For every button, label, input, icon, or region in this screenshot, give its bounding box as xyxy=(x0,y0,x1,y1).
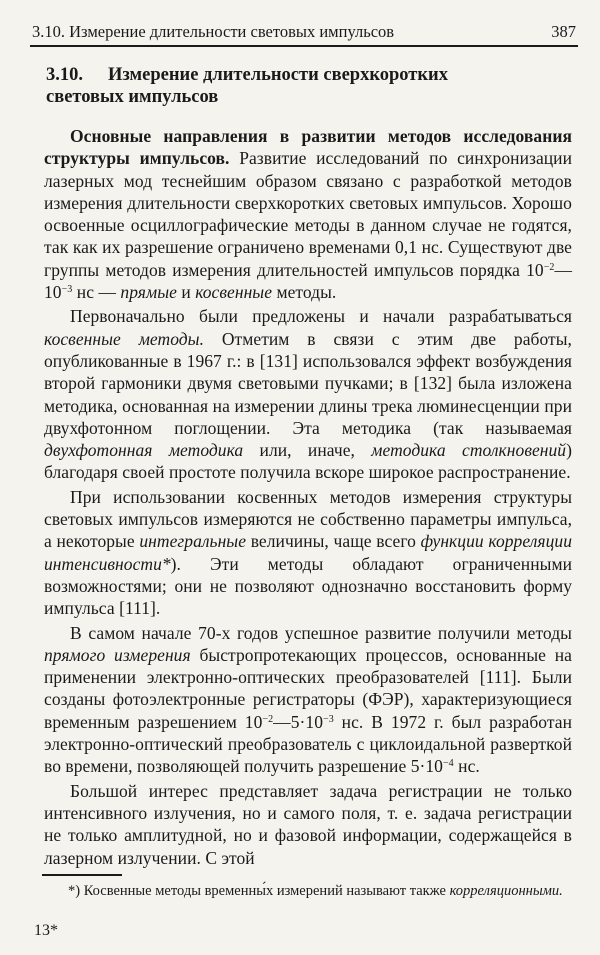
emphasis: интегральные xyxy=(139,531,247,552)
emphasis: косвенные методы. xyxy=(44,328,204,349)
section-heading xyxy=(46,64,566,108)
paragraph-3 xyxy=(44,486,572,620)
text-run: При использовании косвенных методов измерения структуры световых импульсов измеряются не собственно параметры импульса, а некоторые xyxy=(44,486,572,552)
text-run: нс. В 1972 г. был разработан электронно-оптический преобразователь с циклоидальной разверткой во времени, позволяющей получить разрешение 5·10 xyxy=(44,711,573,777)
text-run: Первоначально были предложены и начали разрабатываться xyxy=(70,306,572,327)
text-run: нс — xyxy=(72,282,121,303)
paragraph-1 xyxy=(44,125,572,303)
text-run: ) благодаря своей простоте получила вскоре широкое распространение. xyxy=(44,440,572,483)
text-run: Косвенные методы временны́х измерений называют также xyxy=(80,883,450,899)
page-number: 387 xyxy=(551,22,576,41)
exponent: −3 xyxy=(61,284,73,296)
footnote xyxy=(44,882,574,900)
paragraph-lead: Основные направления в развитии методов исследования структуры импульсов. xyxy=(44,126,572,169)
section-title-line1: Измерение длительности сверхкоротких xyxy=(108,65,448,85)
paragraph-4 xyxy=(44,622,572,778)
paragraph-2 xyxy=(44,305,572,483)
text-run: В самом начале 70-х годов успешное развитие получили методы xyxy=(70,622,572,643)
emphasis: методика столкновений xyxy=(371,440,567,461)
paragraph-5 xyxy=(44,780,572,869)
footnote-marker: *) xyxy=(68,883,81,899)
text-run: Отметим в связи с этим две работы, опубликованные в 1967 г.: в [131] использовался эффект возбуждения второй гармоники двумя световыми пучками; в [132] была изложена методика, основанная на измерении длины трека люминесценции при двухфотонном поглощении. Эта методика (так называемая xyxy=(44,328,572,438)
emphasis: прямого измерения xyxy=(44,644,191,665)
exponent: −2 xyxy=(262,713,274,725)
text-run: и xyxy=(176,282,196,303)
section-title-line2: световых импульсов xyxy=(46,87,219,107)
text-run: Развитие исследований по синхронизации лазерных мод теснейшим образом связано с разработкой методов измерения длительности сверхкоротких световых импульсов. Хорошо освоенные осциллографические методы в данном случае не годятся, так как их разрешение ограничено временами 0,1 нс. Существуют две группы методов измерения длительностей импульсов порядка 10 xyxy=(44,148,573,280)
text-run: —10 xyxy=(44,259,572,303)
text-run: методы. xyxy=(272,282,337,303)
emphasis: функции корреляции интенсивности* xyxy=(44,531,572,574)
body-text xyxy=(44,125,572,869)
exponent: −3 xyxy=(323,713,334,725)
footnote-rule xyxy=(42,874,122,876)
exponent: −2 xyxy=(543,261,555,273)
text-run: величины, чаще всего xyxy=(246,531,421,552)
emphasis: двухфотонная методика xyxy=(44,440,244,461)
emphasis: корреляционными. xyxy=(449,883,563,899)
running-head xyxy=(32,22,576,46)
text-run: —5·10 xyxy=(273,711,323,732)
text-run: нс. xyxy=(453,756,480,777)
text-run: быстропротекающих процессов, основанные на применении электронно-оптических преобразователей [111]. Были созданы фотоэлектронные регистраторы (ФЭР), характеризующиеся временным разрешением 10 xyxy=(44,644,572,732)
exponent: −4 xyxy=(442,758,454,770)
text-run: Большой интерес представляет задача регистрации не только интенсивного излучения, но и самого поля, т. е. задача регистрации не только амплитудной, но и фазовой информации, содержащейся в лазерном излучении. С этой xyxy=(44,780,572,868)
emphasis: косвенные xyxy=(195,282,273,303)
text-run: или, иначе, xyxy=(243,440,372,461)
header-rule xyxy=(30,45,578,47)
running-head-title: 3.10. Измерение длительности световых импульсов xyxy=(32,22,395,41)
text-run: ). Эти методы обладают ограниченными возможностями; они не позволяют однозначно восстановить форму импульса [111]. xyxy=(44,553,572,619)
emphasis: прямые xyxy=(120,282,177,303)
section-number: 3.10. xyxy=(46,65,83,85)
printer-signature: 13* xyxy=(34,922,58,939)
